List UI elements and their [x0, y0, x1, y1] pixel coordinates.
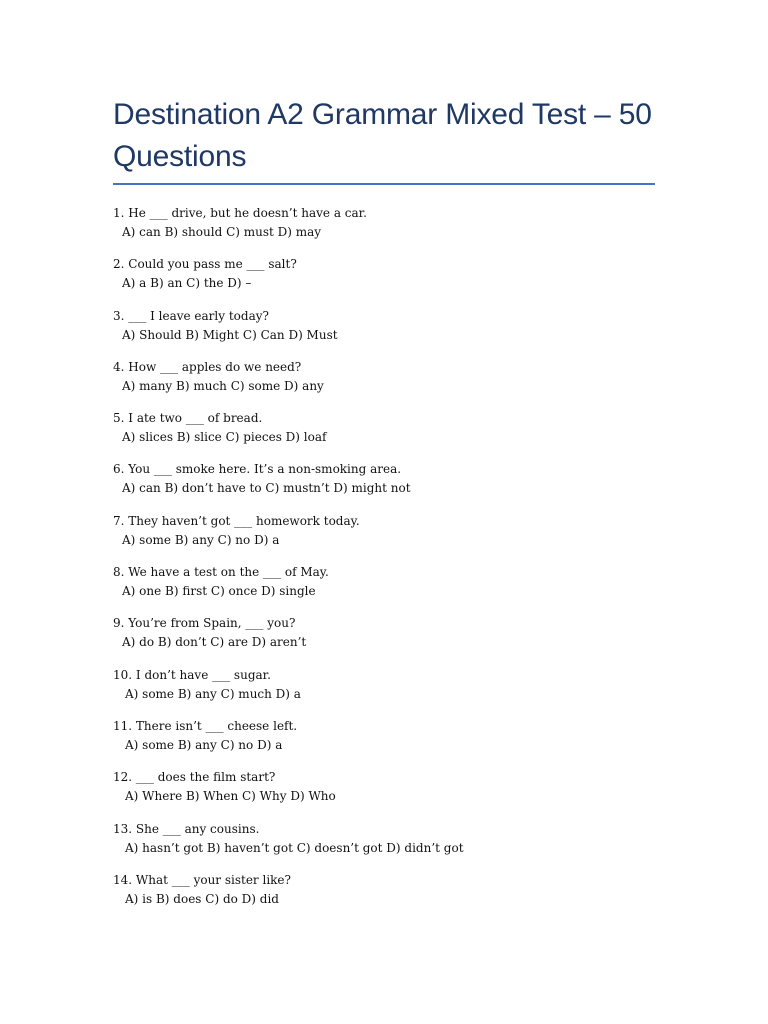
question-item	[113, 460, 655, 511]
question-item	[113, 768, 655, 819]
question-options: A) Where B) When C) Why D) Who	[125, 789, 336, 804]
question-options: A) is B) does C) do D) did	[125, 891, 279, 906]
question-item	[113, 307, 655, 358]
question-options: A) some B) any C) much D) a	[125, 686, 301, 701]
question-prompt: 9. You’re from Spain, ___ you?	[113, 616, 296, 631]
question-prompt: 10. I don’t have ___ sugar.	[113, 667, 271, 682]
question-options: A) Should B) Might C) Can D) Must	[122, 327, 338, 342]
question-item	[113, 204, 655, 255]
question-prompt: 1. He ___ drive, but he doesn’t have a car.	[113, 206, 367, 220]
question-item	[113, 358, 655, 409]
document-title: Destination A2 Grammar Mixed Test – 50 Questions	[113, 98, 652, 173]
question-list	[113, 204, 655, 922]
question-prompt: 12. ___ does the film start?	[113, 770, 276, 785]
question-options: A) some B) any C) no D) a	[125, 737, 283, 752]
question-prompt: 7. They haven’t got ___ homework today.	[113, 513, 360, 528]
question-prompt: 13. She ___ any cousins.	[113, 821, 260, 836]
question-item	[113, 512, 655, 563]
question-item	[113, 563, 655, 614]
question-options: A) one B) first C) once D) single	[122, 584, 316, 599]
question-prompt: 6. You ___ smoke here. It’s a non-smoking area.	[113, 462, 402, 477]
title-underline	[113, 183, 655, 185]
question-options: A) can B) should C) must D) may	[122, 225, 322, 239]
question-options: A) many B) much C) some D) any	[122, 378, 324, 393]
question-prompt: 8. We have a test on the ___ of May.	[113, 565, 329, 580]
question-options: A) some B) any C) no D) a	[122, 532, 280, 547]
question-item	[113, 614, 655, 665]
question-prompt: 11. There isn’t ___ cheese left.	[113, 718, 298, 733]
question-item	[113, 820, 655, 871]
question-prompt: 2. Could you pass me ___ salt?	[113, 257, 297, 272]
question-prompt: 14. What ___ your sister like?	[113, 872, 291, 887]
question-options: A) a B) an C) the D) –	[122, 276, 252, 291]
document-page	[113, 94, 655, 922]
question-item	[113, 409, 655, 460]
question-options: A) hasn’t got B) haven’t got C) doesn’t got D) didn’t got	[125, 840, 464, 855]
question-item	[113, 666, 655, 717]
question-prompt: 5. I ate two ___ of bread.	[113, 411, 263, 426]
question-prompt: 3. ___ I leave early today?	[113, 308, 269, 323]
question-options: A) do B) don’t C) are D) aren’t	[122, 635, 307, 650]
question-prompt: 4. How ___ apples do we need?	[113, 359, 302, 374]
question-options: A) slices B) slice C) pieces D) loaf	[122, 430, 327, 445]
question-options: A) can B) don’t have to C) mustn’t D) might not	[122, 481, 411, 496]
question-item	[113, 717, 655, 768]
question-item	[113, 871, 655, 922]
question-item	[113, 255, 655, 306]
